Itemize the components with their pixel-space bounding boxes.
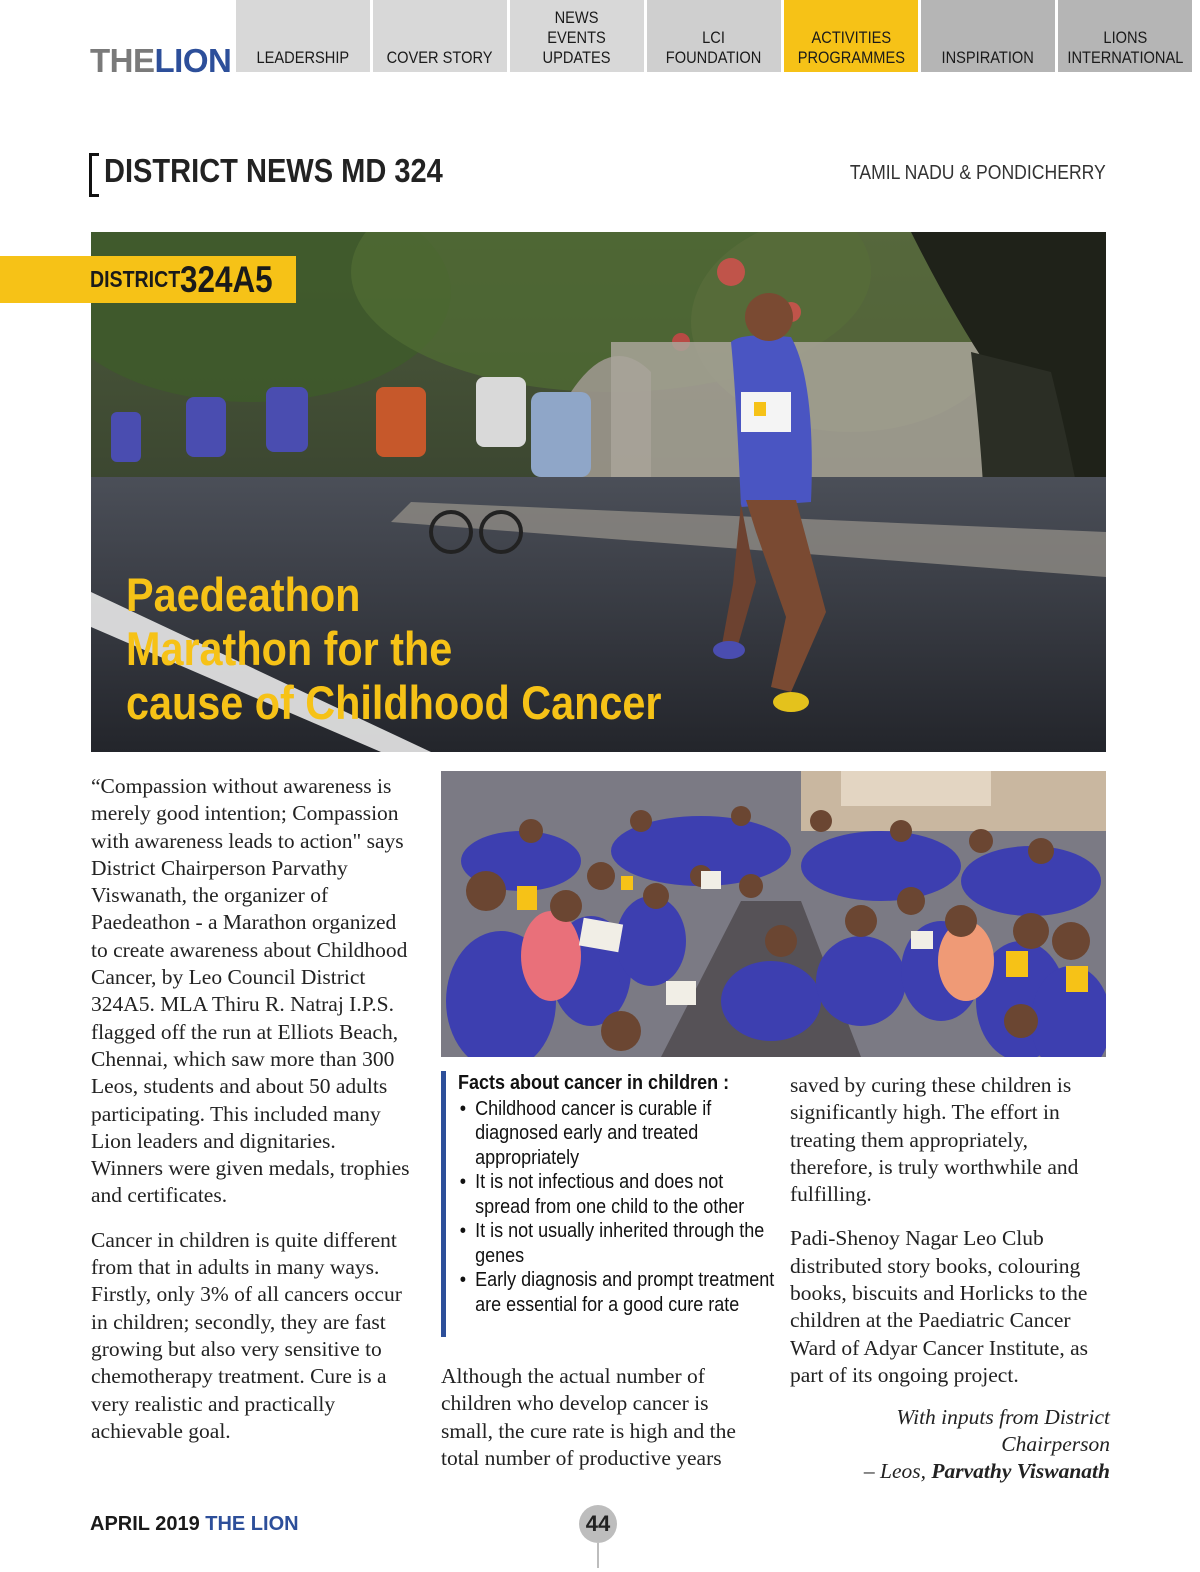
facts-box (441, 1071, 775, 1337)
facts-list (458, 1097, 782, 1318)
district-tag (0, 256, 296, 303)
tab-lci-label: LCI FOUNDATION (666, 28, 762, 67)
tab-activities-label: ACTIVITIES PROGRAMMES (797, 28, 905, 67)
logo-the: THE (90, 42, 155, 79)
article-headline (126, 568, 661, 730)
district-code: 324A5 (180, 258, 273, 300)
tab-inspiration[interactable] (921, 0, 1055, 72)
region-label: TAMIL NADU & PONDICHERRY (850, 162, 1106, 184)
paragraph-cure-rate: Although the actual number of children who develop cancer is small, the cure rate is high and the total number of productive years (441, 1364, 736, 1470)
facts-item: • Early diagnosis and prompt treatment are essential for a good cure rate (458, 1268, 782, 1317)
paragraph-cancer-in-children: Cancer in children is quite different from that in adults in many ways. Firstly, only 3% of all cancers occur in children; secondly, they are fast growing but also very sensitive to chemotherapy treatment. Cure is a very realistic and practically achievable goal. (91, 1227, 402, 1443)
paragraph-intro: “Compassion without awareness is merely good intention; Compassion with awareness leads to action" says District Chairperson Parvathy Viswanath, the organizer of Paedeathon - a Marathon organized to create awareness about Childhood Cancer, by Leo Council District 324A5. MLA Thiru R. Natraj I.P.S. flagged off the run at Elliots Beach, Chennai, which saw more than 300 Leos, students and about 50 adults participating. This included many Lion leaders and dignitaries. Winners were given medals, trophies and certificates. (91, 774, 410, 1208)
paragraph-productive-years: saved by curing these children is significantly high. The effort in treating them appropriately, therefore, is truly worthwhile and fulfilling. (790, 1073, 1079, 1207)
district-prefix: DISTRICT (90, 266, 181, 292)
credit-line-2 (790, 1458, 1110, 1485)
tab-lions-international[interactable] (1058, 0, 1192, 72)
facts-title: Facts about cancer in children : (458, 1072, 730, 1094)
tab-news-events-updates[interactable] (510, 0, 644, 72)
paragraph-leo-club: Padi-Shenoy Nagar Leo Club distributed story books, colouring books, biscuits and Horlicks to the children at the Paediatric Cancer Ward of Adyar Cancer Institute, as part of its ongoing project. (790, 1226, 1088, 1387)
headline-line-1: Paedeathon (126, 568, 361, 621)
section-title: DISTRICT NEWS MD 324 (104, 152, 443, 189)
tab-cover-story[interactable] (373, 0, 507, 72)
group-photo (441, 771, 1106, 1057)
footer-brand: THE LION (205, 1513, 299, 1535)
facts-item: • It is not usually inherited through the genes (458, 1219, 782, 1268)
masthead-logo[interactable] (90, 42, 231, 80)
article-column-1 (91, 773, 411, 1462)
tab-lions-label: LIONS INTERNATIONAL (1067, 28, 1183, 67)
facts-item: • Childhood cancer is curable if diagnosed early and treated appropriately (458, 1097, 782, 1171)
tab-leadership[interactable] (236, 0, 370, 72)
headline-line-3: cause of Childhood Cancer (126, 676, 662, 729)
tab-inspiration-label: INSPIRATION (941, 48, 1035, 67)
credit-prefix: – Leos, (863, 1459, 932, 1484)
credit-line-1: With inputs from District Chairperson (896, 1405, 1110, 1457)
credit-name: Parvathy Viswanath (931, 1459, 1110, 1484)
article-credit (790, 1404, 1110, 1485)
section-bracket (89, 153, 99, 197)
facts-item: • It is not infectious and does not spread from one child to the other (458, 1170, 782, 1219)
tab-news-label: NEWS EVENTS UPDATES (543, 8, 611, 67)
tab-leadership-label: LEADERSHIP (256, 48, 350, 67)
tab-cover-story-label: COVER STORY (387, 48, 493, 67)
logo-lion: LION (154, 42, 232, 79)
article-column-3 (790, 1072, 1110, 1485)
footer-date: APRIL 2019 (90, 1513, 200, 1535)
participants-group-illustration (441, 771, 1106, 1057)
headline-line-2: Marathon for the (126, 622, 453, 675)
tab-activities-programmes[interactable] (784, 0, 918, 72)
article-column-2 (441, 1363, 761, 1489)
section-nav (236, 0, 1195, 72)
tab-lci-foundation[interactable] (647, 0, 781, 72)
page-number-line (597, 1543, 599, 1568)
page-footer (90, 1513, 299, 1536)
hero-photo (91, 232, 1106, 752)
page-number: 44 (579, 1505, 617, 1543)
